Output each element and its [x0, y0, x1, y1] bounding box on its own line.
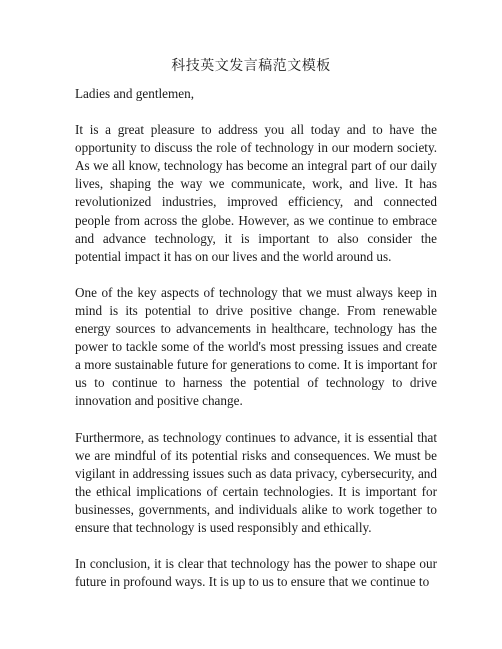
document-body — [75, 85, 437, 609]
paragraph-risks: Furthermore, as technology continues to advance, it is essential that we are mindful of its potential risks and consequences. We must be vigilant in addressing issues such as data privacy, cybersecurity, and the ethical implications of certain technologies. It is important for businesses, governments, and individuals alike to work together to ensure that technology is used responsibly and ethically. — [75, 429, 437, 535]
paragraph-positive-change: One of the key aspects of technology that we must always keep in mind is its potential to drive positive change. From renewable energy sources to advancements in healthcare, technology has the power to tackle some of the world's most pressing issues and create a more sustainable future for generations to come. It is important for us to continue to harness the potential of technology to drive innovation and positive change. — [75, 284, 437, 409]
paragraph-intro: It is a great pleasure to address you all today and to have the opportunity to discuss the role of technology in our modern society. As we all know, technology has become an integral part of our daily lives, shaping the way we communicate, work, and live. It has revolutionized industries, improved efficiency, and connected people from across the globe. However, as we continue to embrace and advance technology, it is important to also consider the potential impact it has on our lives and the world around us. — [75, 122, 437, 264]
salutation: Ladies and gentlemen, — [75, 86, 195, 101]
paragraph-conclusion: In conclusion, it is clear that technology has the power to shape our future in profound ways. It is up to us to ensure that we continue to — [75, 556, 437, 590]
page-title: 科技英文发言稿范文模板 — [171, 58, 331, 74]
